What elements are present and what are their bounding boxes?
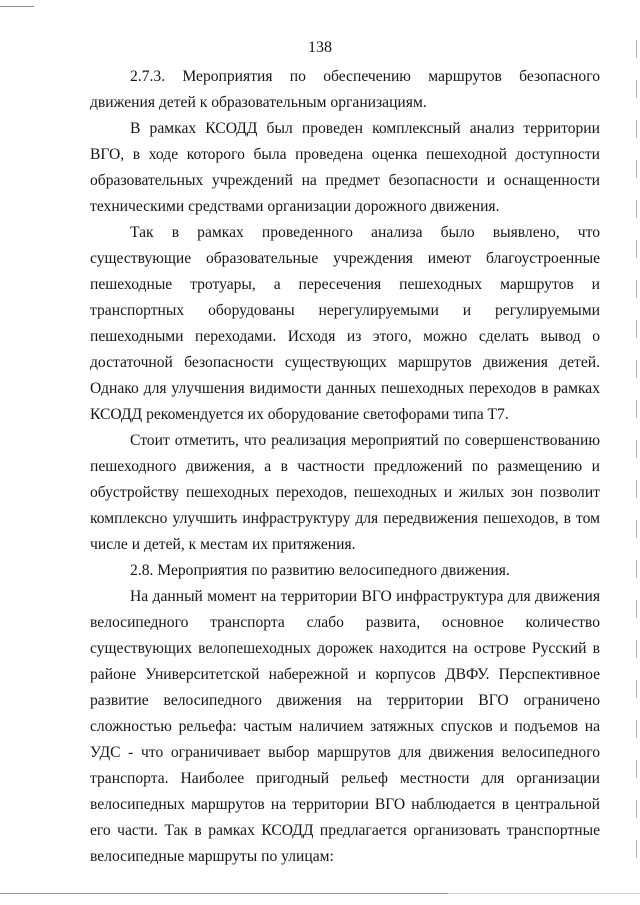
- paragraph-pedestrian-improvements: Стоит отметить, что реализация мероприятий по совершенствованию пешеходного движения, а в частности предложений по размещению и обустройству пешеходных переходов, пешеходных и жилых зон позволит комплексно улучшить инфраструктуру для передвижения пешеходов, в том числе и детей, к местам их притяжения.: [90, 432, 600, 553]
- paragraph-cycling: На данный момент на территории ВГО инфраструктура для движения велосипедного транспорта слабо развита, основное количество существующих велопешеходных дорожек находится на острове Русский в районе Университетской набережной и корпусов ДВФУ. Перспективное развитие велосипедного движения на территории ВГО ограничено сложностью рельефа: частым наличием затяжных спусков и подъемов на УДС - что ограничивает выбор маршрутов для движения велосипедного транспорта. Наиболее пригодный рельеф местности для организации велосипедных маршрутов на территории ВГО наблюдается в центральной его части. Так в рамках КСОДД предлагается организовать транспортные велосипедные маршруты по улицам:: [90, 588, 600, 865]
- paragraph-analysis: В рамках КСОДД был проведен комплексный анализ территории ВГО, в ходе которого была проведена оценка пешеходной доступности образовательных учреждений на предмет безопасности и оснащенности техническими средствами организации дорожного движения.: [90, 120, 600, 215]
- scan-artifact-bottom-edge: [0, 893, 640, 894]
- paragraph-findings: Так в рамках проведенного анализа было выявлено, что существующие образовательные учреждения имеют благоустроенные пешеходные тротуары, а пересечения пешеходных маршрутов и транспортных оборудованы нерегулируемыми и регулируемыми пешеходными переходами. Исходя из этого, можно сделать вывод о достаточной безопасности существующих маршрутов движения детей. Однако для улучшения видимости данных пешеходных переходов в рамках КСОДД рекомендуется их оборудование светофорами типа Т7.: [90, 224, 600, 423]
- scan-artifact-top: [0, 6, 34, 7]
- page-number: 138: [308, 39, 332, 56]
- section-heading-2-8: 2.8. Мероприятия по развитию велосипедного движения.: [130, 562, 510, 579]
- scan-artifact-right-edge: [636, 40, 637, 880]
- document-body: [90, 64, 600, 870]
- section-heading-2-7-3: 2.7.3. Мероприятия по обеспечению маршрутов безопасного движения детей к образовательным организациям.: [90, 68, 600, 111]
